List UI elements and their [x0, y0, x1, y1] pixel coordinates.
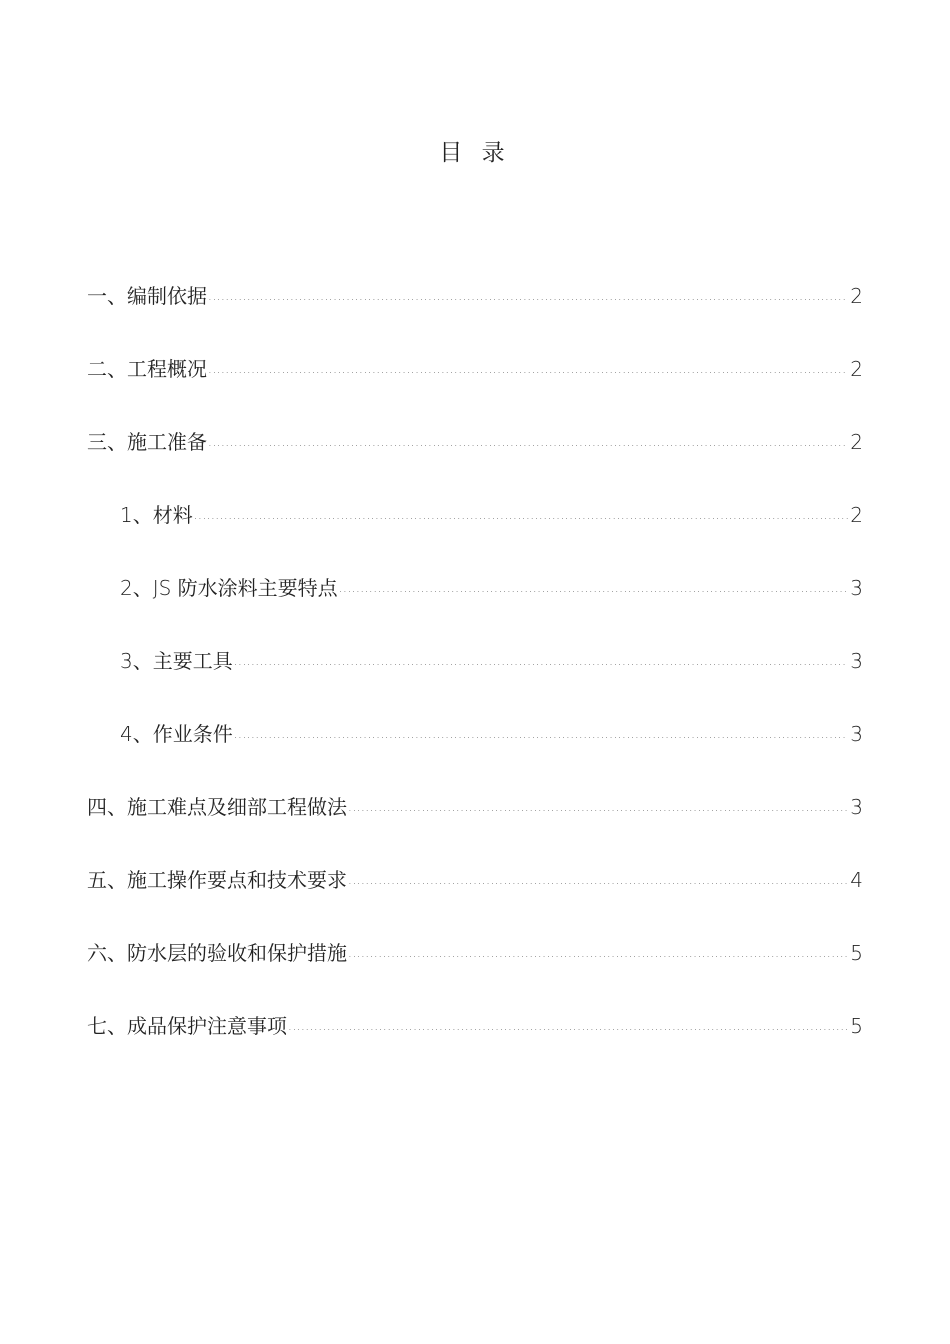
toc-entry[interactable] — [87, 280, 863, 353]
toc-entry-label: 五、施工操作要点和技术要求 — [87, 868, 347, 892]
toc-list — [87, 280, 863, 1083]
toc-entry[interactable] — [87, 426, 863, 499]
toc-dot-leader — [234, 727, 849, 741]
toc-entry-label: 二、工程概况 — [87, 357, 207, 381]
toc-entry[interactable] — [87, 1010, 863, 1083]
toc-entry[interactable] — [87, 572, 863, 645]
toc-dot-leader — [348, 873, 848, 887]
toc-entry[interactable] — [87, 791, 863, 864]
toc-dot-leader — [194, 508, 849, 522]
toc-dot-leader — [208, 362, 848, 376]
toc-entry-page: 3 — [850, 722, 863, 746]
toc-entry[interactable] — [87, 645, 863, 718]
toc-entry-page: 2 — [850, 430, 863, 454]
toc-entry-page: 5 — [850, 1014, 863, 1038]
toc-dot-leader — [348, 946, 848, 960]
toc-entry-page: 4 — [850, 868, 863, 892]
toc-entry[interactable] — [87, 718, 863, 791]
toc-entry-label: 三、施工准备 — [87, 430, 207, 454]
toc-entry-label: 1、材料 — [120, 503, 193, 527]
toc-entry-label: 4、作业条件 — [120, 722, 233, 746]
toc-entry-page: 2 — [850, 284, 863, 308]
toc-entry-label: 七、成品保护注意事项 — [87, 1014, 287, 1038]
toc-entry-page: 3 — [850, 576, 863, 600]
toc-entry-page: 5 — [850, 941, 863, 965]
toc-dot-leader — [208, 435, 848, 449]
toc-entry[interactable] — [87, 937, 863, 1010]
toc-dot-leader — [288, 1019, 848, 1033]
toc-dot-leader — [234, 654, 849, 668]
toc-dot-leader — [339, 581, 849, 595]
toc-entry[interactable] — [87, 353, 863, 426]
toc-entry-page: 3 — [850, 649, 863, 673]
toc-dot-leader — [208, 289, 848, 303]
toc-entry[interactable] — [87, 864, 863, 937]
toc-entry-page: 3 — [850, 795, 863, 819]
toc-entry[interactable] — [87, 499, 863, 572]
toc-entry-label: 四、施工难点及细部工程做法 — [87, 795, 347, 819]
toc-entry-label: 2、JS 防水涂料主要特点 — [120, 576, 338, 600]
toc-entry-label: 3、主要工具 — [120, 649, 233, 673]
toc-entry-page: 2 — [850, 357, 863, 381]
toc-entry-label: 一、编制依据 — [87, 284, 207, 308]
toc-dot-leader — [348, 800, 848, 814]
toc-entry-label: 六、防水层的验收和保护措施 — [87, 941, 347, 965]
toc-title: 目 录 — [439, 140, 511, 166]
toc-entry-page: 2 — [850, 503, 863, 527]
